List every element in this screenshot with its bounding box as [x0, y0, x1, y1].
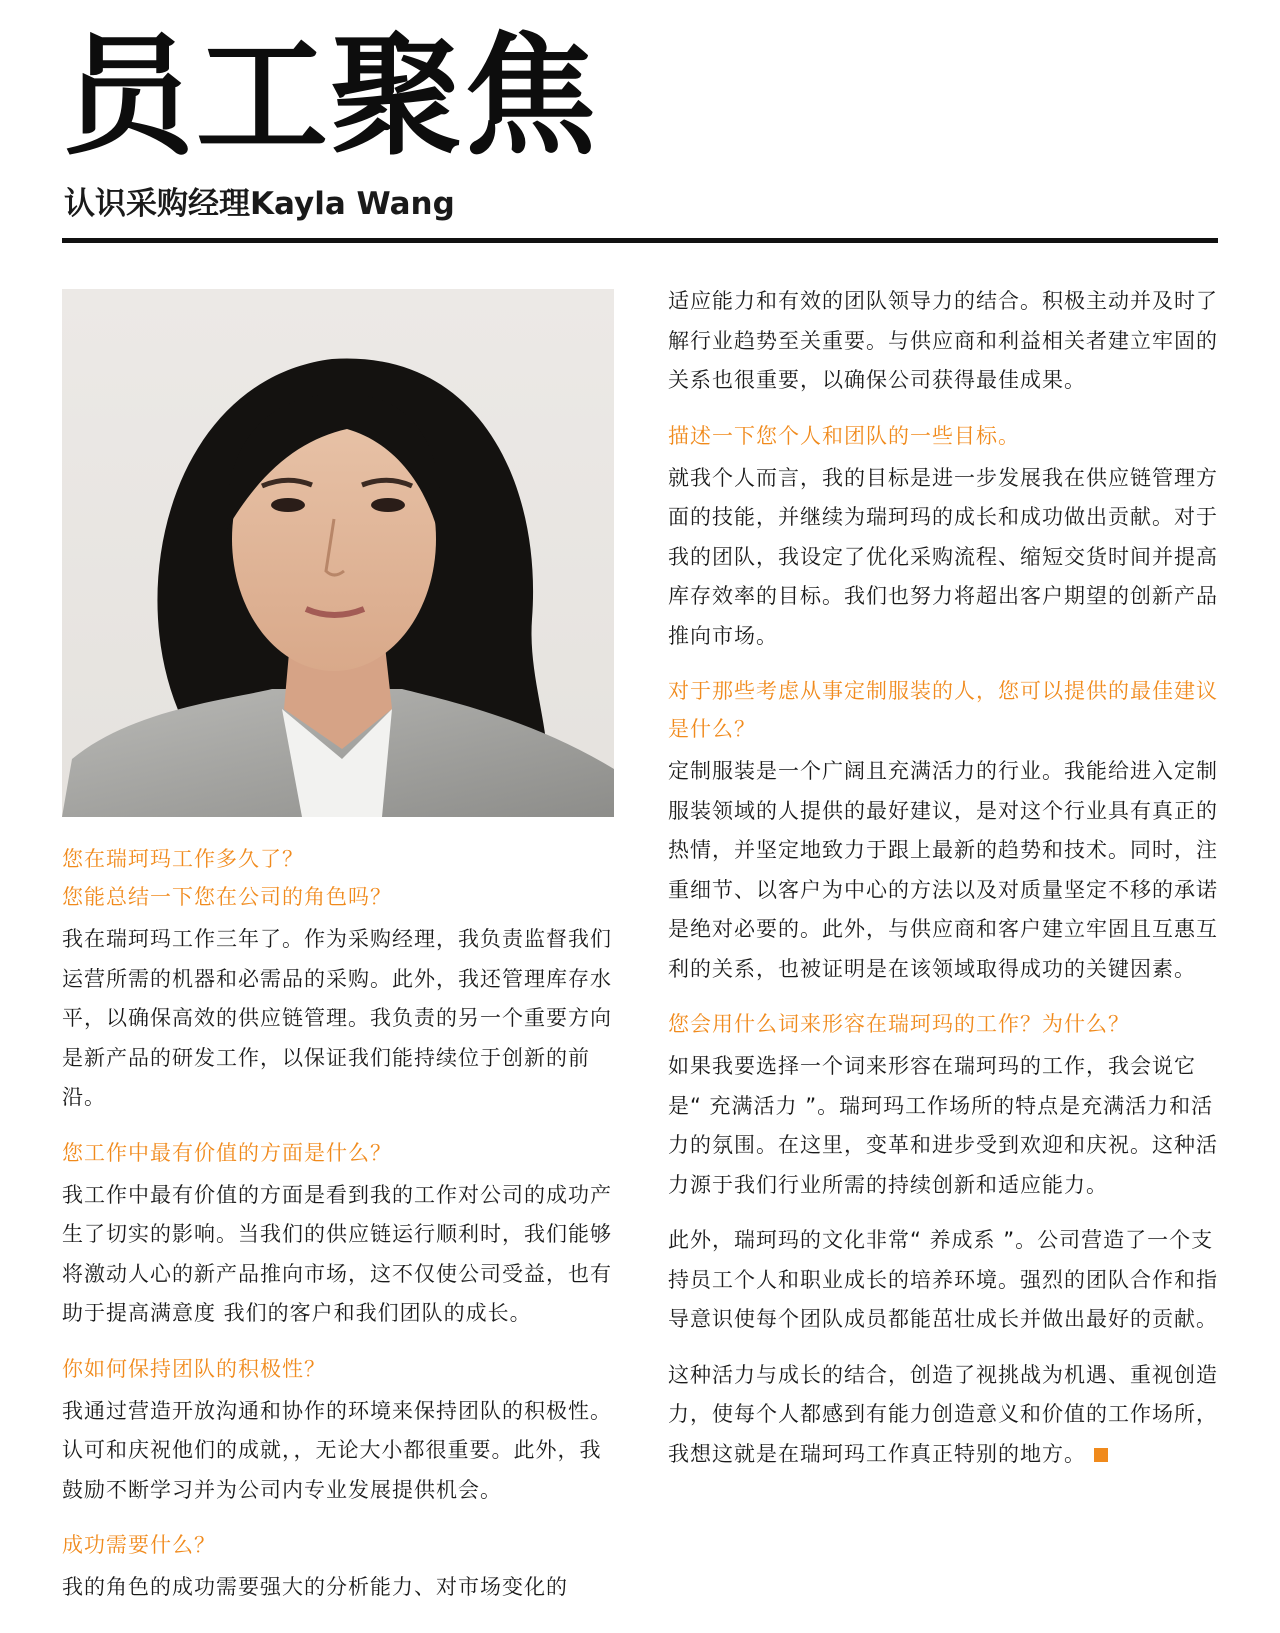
- header-divider: [62, 238, 1218, 243]
- right-column: [668, 282, 1224, 1490]
- answer-7: 如果我要选择一个词来形容在瑞珂玛的工作，我会说它是“ 充满活力 ”。瑞珂玛工作场所的特点是充满活力和活力的氛围。在这里，变革和进步受到欢迎和庆祝。这种活力源于我们行业所需的持续创新和适应能力。: [668, 1054, 1218, 1197]
- page-title: 员工聚焦: [62, 20, 598, 174]
- closing-text: 这种活力与成长的结合，创造了视挑战为机遇、重视创造力，使每个人都感到有能力创造意义和价值的工作场所，我想这就是在瑞珂玛工作真正特别的地方。: [668, 1362, 1218, 1466]
- answer-4: 我的角色的成功需要强大的分析能力、对市场变化的: [62, 1575, 568, 1599]
- answer-5: 就我个人而言，我的目标是进一步发展我在供应链管理方面的技能，并继续为瑞珂玛的成长和成功做出贡献。对于我的团队，我设定了优化采购流程、缩短交货时间并提高库存效率的目标。我们也努力将超出客户期望的创新产品推向市场。: [668, 465, 1218, 648]
- answer-6: 定制服装是一个广阔且充满活力的行业。我能给进入定制服装领域的人提供的最好建议，是对这个行业具有真正的热情，并坚定地致力于跟上最新的趋势和技术。同时，注重细节、以客户为中心的方法以及对质量坚定不移的承诺是绝对必要的。此外，与供应商和客户建立牢固且互惠互利的关系，也被证明是在该领域取得成功的关键因素。: [668, 759, 1218, 981]
- question-5: 描述一下您个人和团队的一些目标。: [668, 423, 1020, 448]
- answer-3: 我通过营造开放沟通和协作的环境来保持团队的积极性。认可和庆祝他们的成就，，无论大小都很重要。此外，我鼓励不断学习并为公司内专业发展提供机会。: [62, 1398, 612, 1502]
- question-2: 您工作中最有价值的方面是什么？: [62, 1140, 392, 1165]
- question-7: 您会用什么词来形容在瑞珂玛的工作？为什么？: [668, 1012, 1130, 1036]
- portrait-photo: [62, 289, 614, 817]
- answer-1: 我在瑞珂玛工作三年了。作为采购经理，我负责监督我们运营所需的机器和必需品的采购。此外，我还管理库存水平，以确保高效的供应链管理。我负责的另一个重要方向是新产品的研发工作，以保证我们能持续位于创新的前沿。: [62, 927, 612, 1109]
- answer-7-paragraph-3: [668, 1356, 1224, 1475]
- question-3: 你如何保持团队的积极性？: [62, 1356, 326, 1381]
- question-4: 成功需要什么？: [62, 1533, 216, 1557]
- answer-2: 我工作中最有价值的方面是看到我的工作对公司的成功产生了切实的影响。当我们的供应链运行顺利时，我们能够将激动人心的新产品推向市场，这不仅使公司受益，也有助于提高满意度 我们的客户和我们团队的成长。: [62, 1182, 612, 1325]
- question-1: 您在瑞珂玛工作多久了？ 您能总结一下您在公司的角色吗？: [62, 847, 392, 909]
- answer-4-continued: 适应能力和有效的团队领导力的结合。积极主动并及时了解行业趋势至关重要。与供应商和利益相关者建立牢固的关系也很重要，以确保公司获得最佳成果。: [668, 289, 1218, 392]
- question-6: 对于那些考虑从事定制服装的人，您可以提供的最佳建议是什么？: [668, 679, 1218, 741]
- answer-7-paragraph-2: 此外，瑞珂玛的文化非常“ 养成系 ”。公司营造了一个支持员工个人和职业成长的培养环境。强烈的团队合作和指导意识使每个团队成员都能茁壮成长并做出最好的贡献。: [668, 1228, 1218, 1331]
- end-of-article-icon: [1094, 1448, 1108, 1462]
- page-subtitle: 认识采购经理Kayla Wang: [64, 186, 455, 222]
- left-column: [62, 840, 618, 1624]
